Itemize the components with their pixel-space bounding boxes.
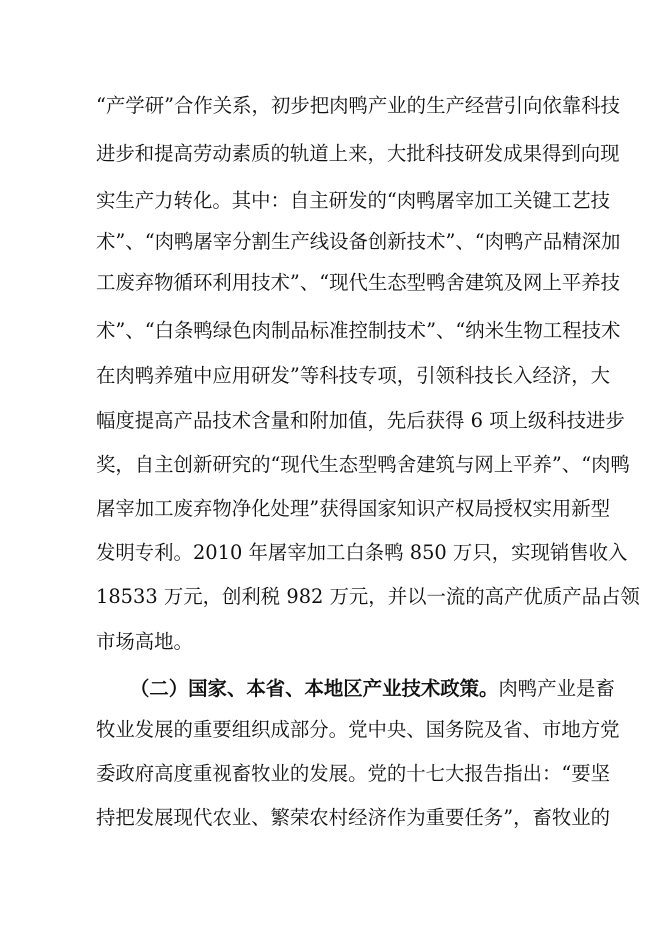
paragraph-2-first-line — [130, 677, 615, 700]
paragraph-1-line-13: 市场高地。 — [96, 630, 193, 653]
paragraph-1-line-12: 18533 万元，创利税 982 万元，并以一流的高产优质产品占领 — [96, 585, 640, 608]
paragraph-1-line-1: “产学研”合作关系，初步把肉鸭产业的生产经营引向依靠科技 — [96, 94, 620, 117]
paragraph-2-first-line-text: 肉鸭产业是畜 — [498, 677, 615, 700]
paragraph-1-line-11: 发明专利。2010 年屠宰加工白条鸭 850 万只，实现销售收入 — [96, 541, 628, 564]
paragraph-1-line-6: 术”、“白条鸭绿色肉制品标准控制技术”、“纳米生物工程技术 — [96, 319, 621, 342]
paragraph-1-line-10: 屠宰加工废弃物净化处理”获得国家知识产权局授权实用新型 — [96, 497, 611, 520]
paragraph-1-line-5: 工废弃物循环利用技术”、“现代生态型鸭舍建筑及网上平养技 — [96, 271, 620, 294]
paragraph-2-line-2: 牧业发展的重要组织成部分。党中央、国务院及省、市地方党 — [96, 718, 620, 741]
paragraph-1-line-4: 术”、“肉鸭屠宰分割生产线设备创新技术”、“肉鸭产品精深加 — [96, 230, 621, 253]
paragraph-1-line-2: 进步和提高劳动素质的轨道上来，大批科技研发成果得到向现 — [96, 142, 620, 165]
paragraph-1-line-9: 奖，自主创新研究的“现代生态型鸭舍建筑与网上平养”、“肉鸭 — [96, 453, 630, 476]
paragraph-1-line-3: 实生产力转化。其中：自主研发的“肉鸭屠宰加工关键工艺技 — [96, 189, 611, 212]
paragraph-1-line-7: 在肉鸭养殖中应用研发”等科技专项，引领科技长入经济，大 — [96, 364, 611, 387]
paragraph-2-line-4: 持把发展现代农业、繁荣农村经济作为重要任务”，畜牧业的 — [96, 806, 611, 829]
section-heading: （二）国家、本省、本地区产业技术政策。 — [130, 677, 499, 700]
paragraph-2-line-3: 委政府高度重视畜牧业的发展。党的十七大报告指出：“要坚 — [96, 762, 611, 785]
paragraph-1-line-8: 幅度提高产品技术含量和附加值，先后获得 6 项上级科技进步 — [96, 409, 625, 432]
